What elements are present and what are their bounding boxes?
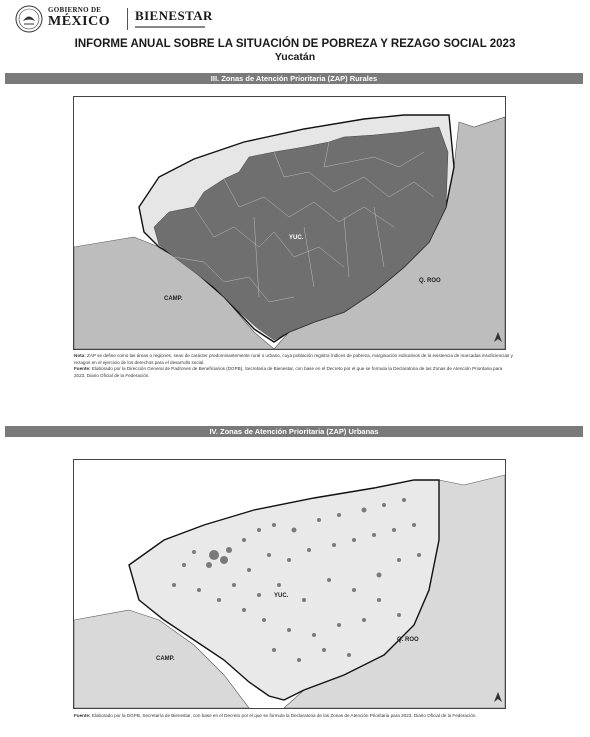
note-label: Nota: — [74, 353, 86, 358]
source-label-2: Fuente: — [74, 713, 91, 718]
source-text-2: Elaborado por la DGPB, Secretaría de Bienestar, con base en el Decreto por el que se formula la Declaratoria de las Zonas de Atención Prioritaria para 2023. Diario Oficial de la Federación. — [91, 713, 477, 718]
note-text: ZAP se define como las áreas o regiones, sean de carácter predominantemente rural o urbano, cuya población registra índices de pobreza, marginación indicativos de la existencia de marcadas insuficiencias y rezagos en el ejercicio de los derechos para el desarrollo social. — [74, 353, 513, 365]
map2-label-yuc: YUC. — [274, 593, 289, 599]
government-logo-text — [48, 7, 110, 29]
urban-map-notes — [74, 713, 514, 720]
source-text-1: Elaborado por la Dirección General de Padrones de Beneficiarios (DGPB), Secretaría de Bienestar, con base en el Decreto por el que se formula la Declaratoria de las Zonas de Atención Prioritaria para 2023, Diario Oficial de la Federación. — [74, 366, 503, 378]
page-title: INFORME ANUAL SOBRE LA SITUACIÓN DE POBREZA Y REZAGO SOCIAL 2023 — [74, 38, 516, 50]
map1-label-yuc: YUC. — [289, 235, 304, 241]
map1-label-camp: CAMP. — [164, 296, 183, 302]
agency-tagline-line — [135, 26, 205, 28]
map2-label-camp: CAMP. — [156, 656, 175, 662]
header-divider — [127, 8, 128, 30]
page-subtitle: Yucatán — [274, 51, 316, 63]
agency-name: BIENESTAR — [135, 8, 213, 23]
gov-small-text: GOBIERNO DE — [48, 6, 102, 14]
map1-label-qroo: Q. ROO — [419, 278, 441, 284]
agency-logo — [135, 8, 213, 28]
source-label-1: Fuente: — [74, 366, 91, 371]
gov-big-text: MÉXICO — [48, 14, 111, 29]
rural-map-notes — [74, 353, 514, 379]
page-header — [10, 4, 580, 34]
rural-zap-map — [73, 96, 506, 350]
map2-label-qroo: Q. ROO — [397, 637, 419, 643]
section-heading-rural: III. Zonas de Atención Prioritaria (ZAP) Rurales — [5, 73, 583, 84]
mexico-seal-icon — [14, 4, 44, 34]
section-heading-urban: IV. Zonas de Atención Prioritaria (ZAP) Urbanas — [5, 426, 583, 437]
urban-zap-map — [73, 459, 506, 709]
